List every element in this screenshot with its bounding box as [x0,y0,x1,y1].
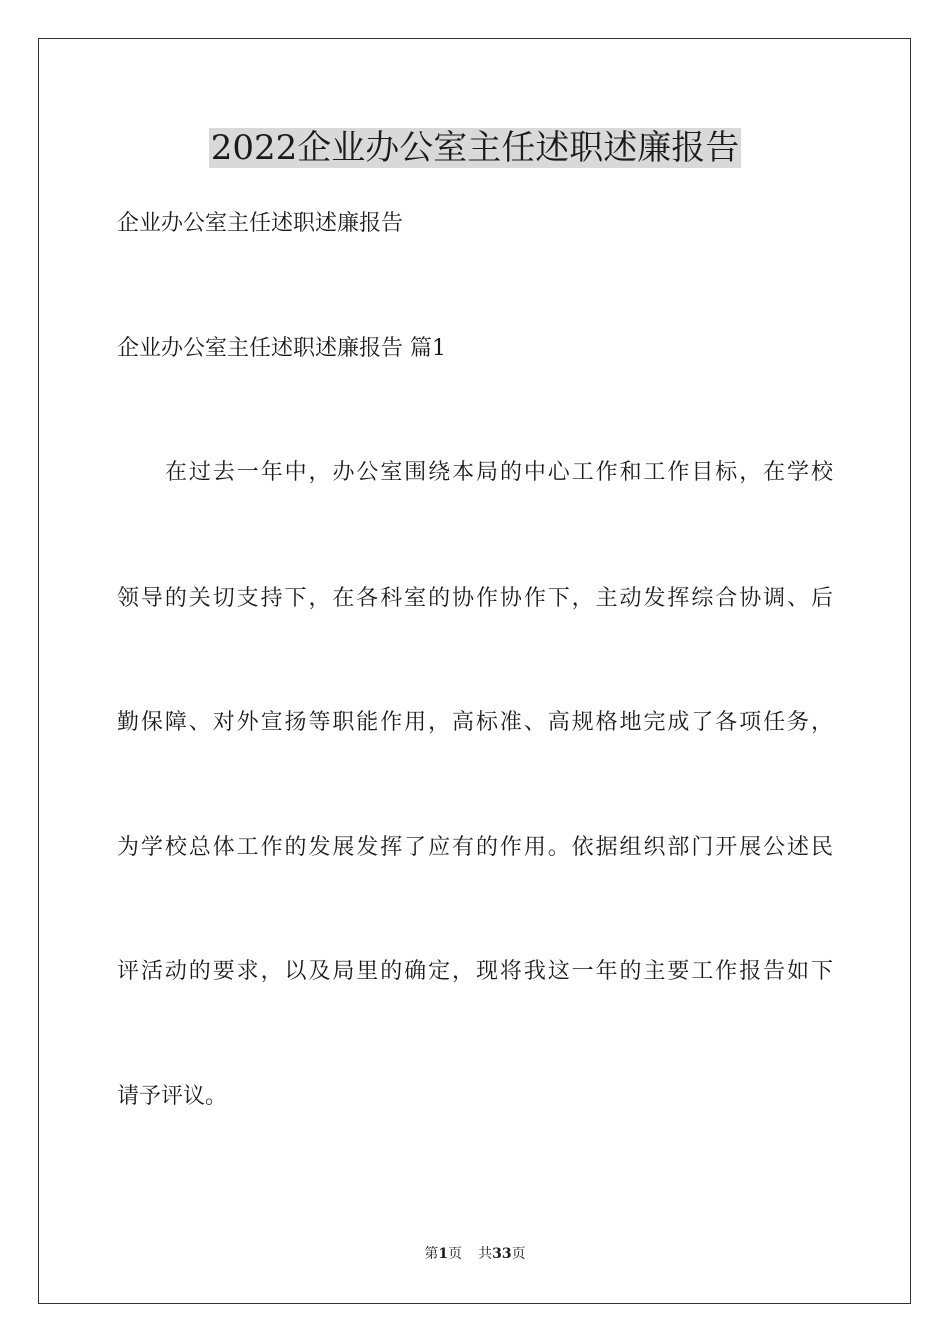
paragraph-line: 勤保障、对外宣扬等职能作用，高标准、高规格地完成了各项任务， [117,710,833,735]
paragraph-line: 评活动的要求，以及局里的确定，现将我这一年的主要工作报告如下 [117,959,833,984]
paragraph-line: 在过去一年中，办公室围绕本局的中心工作和工作目标，在学校 [165,460,833,485]
footer-page-prefix: 第 [424,1246,439,1262]
paragraph-line: 为学校总体工作的发展发挥了应有的作用。依据组织部门开展公述民 [117,835,833,860]
paragraph-line: 领导的关切支持下，在各科室的协作协作下，主动发挥综合协调、后 [117,586,833,611]
footer-page-suffix: 页 [448,1246,463,1262]
footer-total-pages: 33 [492,1246,512,1262]
footer-total-suffix: 页 [511,1246,526,1262]
document-title-text: 2022企业办公室主任述职述廉报告 [210,128,740,168]
document-title [0,124,950,172]
footer-total-prefix: 共 [478,1246,493,1262]
footer-page-number: 1 [438,1246,449,1262]
section-heading: 企业办公室主任述职述廉报告 篇1 [117,336,446,361]
document-subtitle: 企业办公室主任述职述廉报告 [117,211,404,236]
page-footer [0,1244,950,1264]
paragraph-line: 请予评议。 [117,1084,228,1109]
